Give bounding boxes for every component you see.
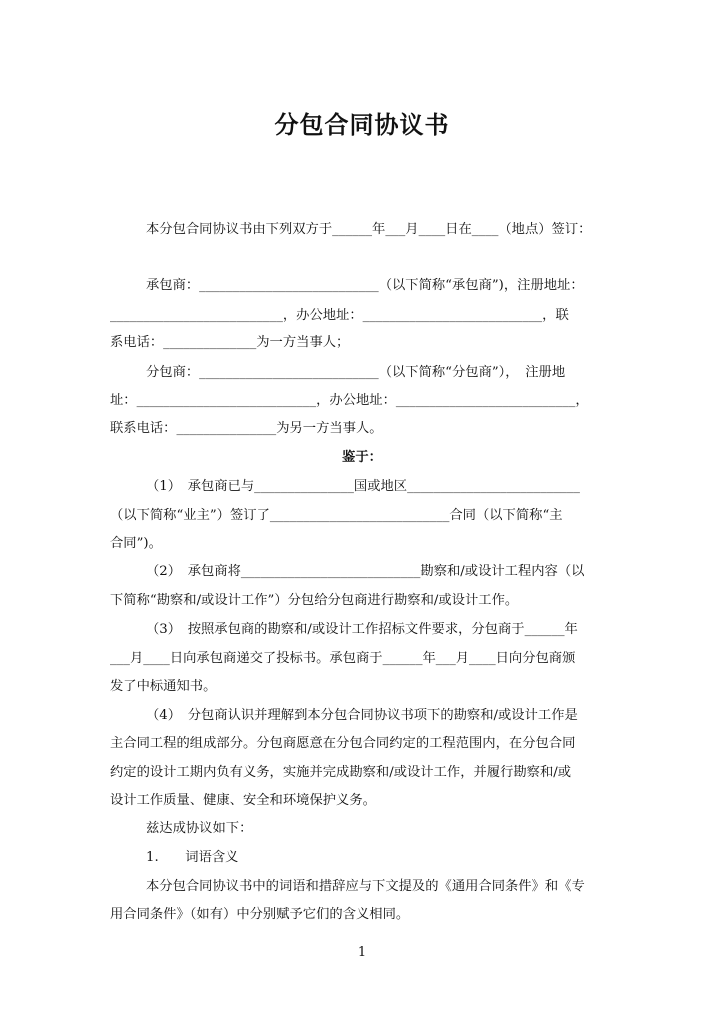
section-heading: 鉴于：: [342, 450, 382, 465]
paragraph-line: 本分包合同协议书中的词语和措辞应与下文提及的《通用合同条件》和《专: [146, 879, 585, 894]
paragraph-line: 系电话：______________为一方当事人；: [110, 335, 350, 350]
clause-heading: 1. 词语含义: [146, 850, 239, 865]
paragraph-line: （1） 承包商已与_______________国或地区__________________________: [146, 479, 580, 494]
paragraph-line: （3） 按照承包商的勘察和/或设计工作招标文件要求，分包商于______年: [146, 622, 578, 637]
paragraph-line: 址：___________________________，办公地址：___________________________，: [110, 393, 589, 408]
paragraph-line: 承包商：___________________________（以下简称“承包商”)，注册地址：: [146, 278, 584, 293]
paragraph-line: 本分包合同协议书由下列双方于______年___月____日在____（地点）签订：: [146, 222, 592, 237]
paragraph-line: 联系电话：_______________为另一方当事人。: [110, 421, 383, 436]
paragraph-line: 合同”)。: [110, 536, 162, 551]
paragraph-line: 分包商：___________________________（以下简称“分包商”）， 注册地: [146, 365, 566, 380]
paragraph-line: 下简称“勘察和/或设计工作”）分包给分包商进行勘察和/或设计工作。: [110, 593, 519, 608]
paragraph-line: （4） 分包商认识并理解到本分包合同协议书项下的勘察和/或设计工作是: [146, 708, 578, 723]
paragraph-line: ___月____日向承包商递交了投标书。承包商于______年___月____日向分包商颁: [110, 651, 576, 666]
paragraph-line: （2） 承包商将___________________________勘察和/或设计工程内容（以: [146, 564, 585, 579]
page-title: 分包合同协议书: [274, 111, 450, 139]
paragraph-line: 主合同工程的组成部分。分包商愿意在分包合同约定的工程范围内，在分包合同: [110, 736, 576, 751]
paragraph-line: 设计工作质量、健康、安全和环境保护义务。: [110, 793, 376, 808]
paragraph-line: （以下简称“业主”）签订了___________________________合同（以下简称“主: [110, 508, 563, 523]
paragraph-line: 用合同条件》（如有）中分别赋予它们的含义相同。: [110, 907, 410, 922]
paragraph-line: 发了中标通知书。: [110, 679, 217, 694]
paragraph-line: 约定的设计工期内负有义务，实施并完成勘察和/或设计工作，并履行勘察和/或: [110, 765, 572, 780]
paragraph-line: 兹达成协议如下：: [146, 821, 253, 836]
paragraph-line: __________________________，办公地址：___________________________，联: [110, 308, 569, 323]
page-number: 1: [357, 945, 367, 960]
